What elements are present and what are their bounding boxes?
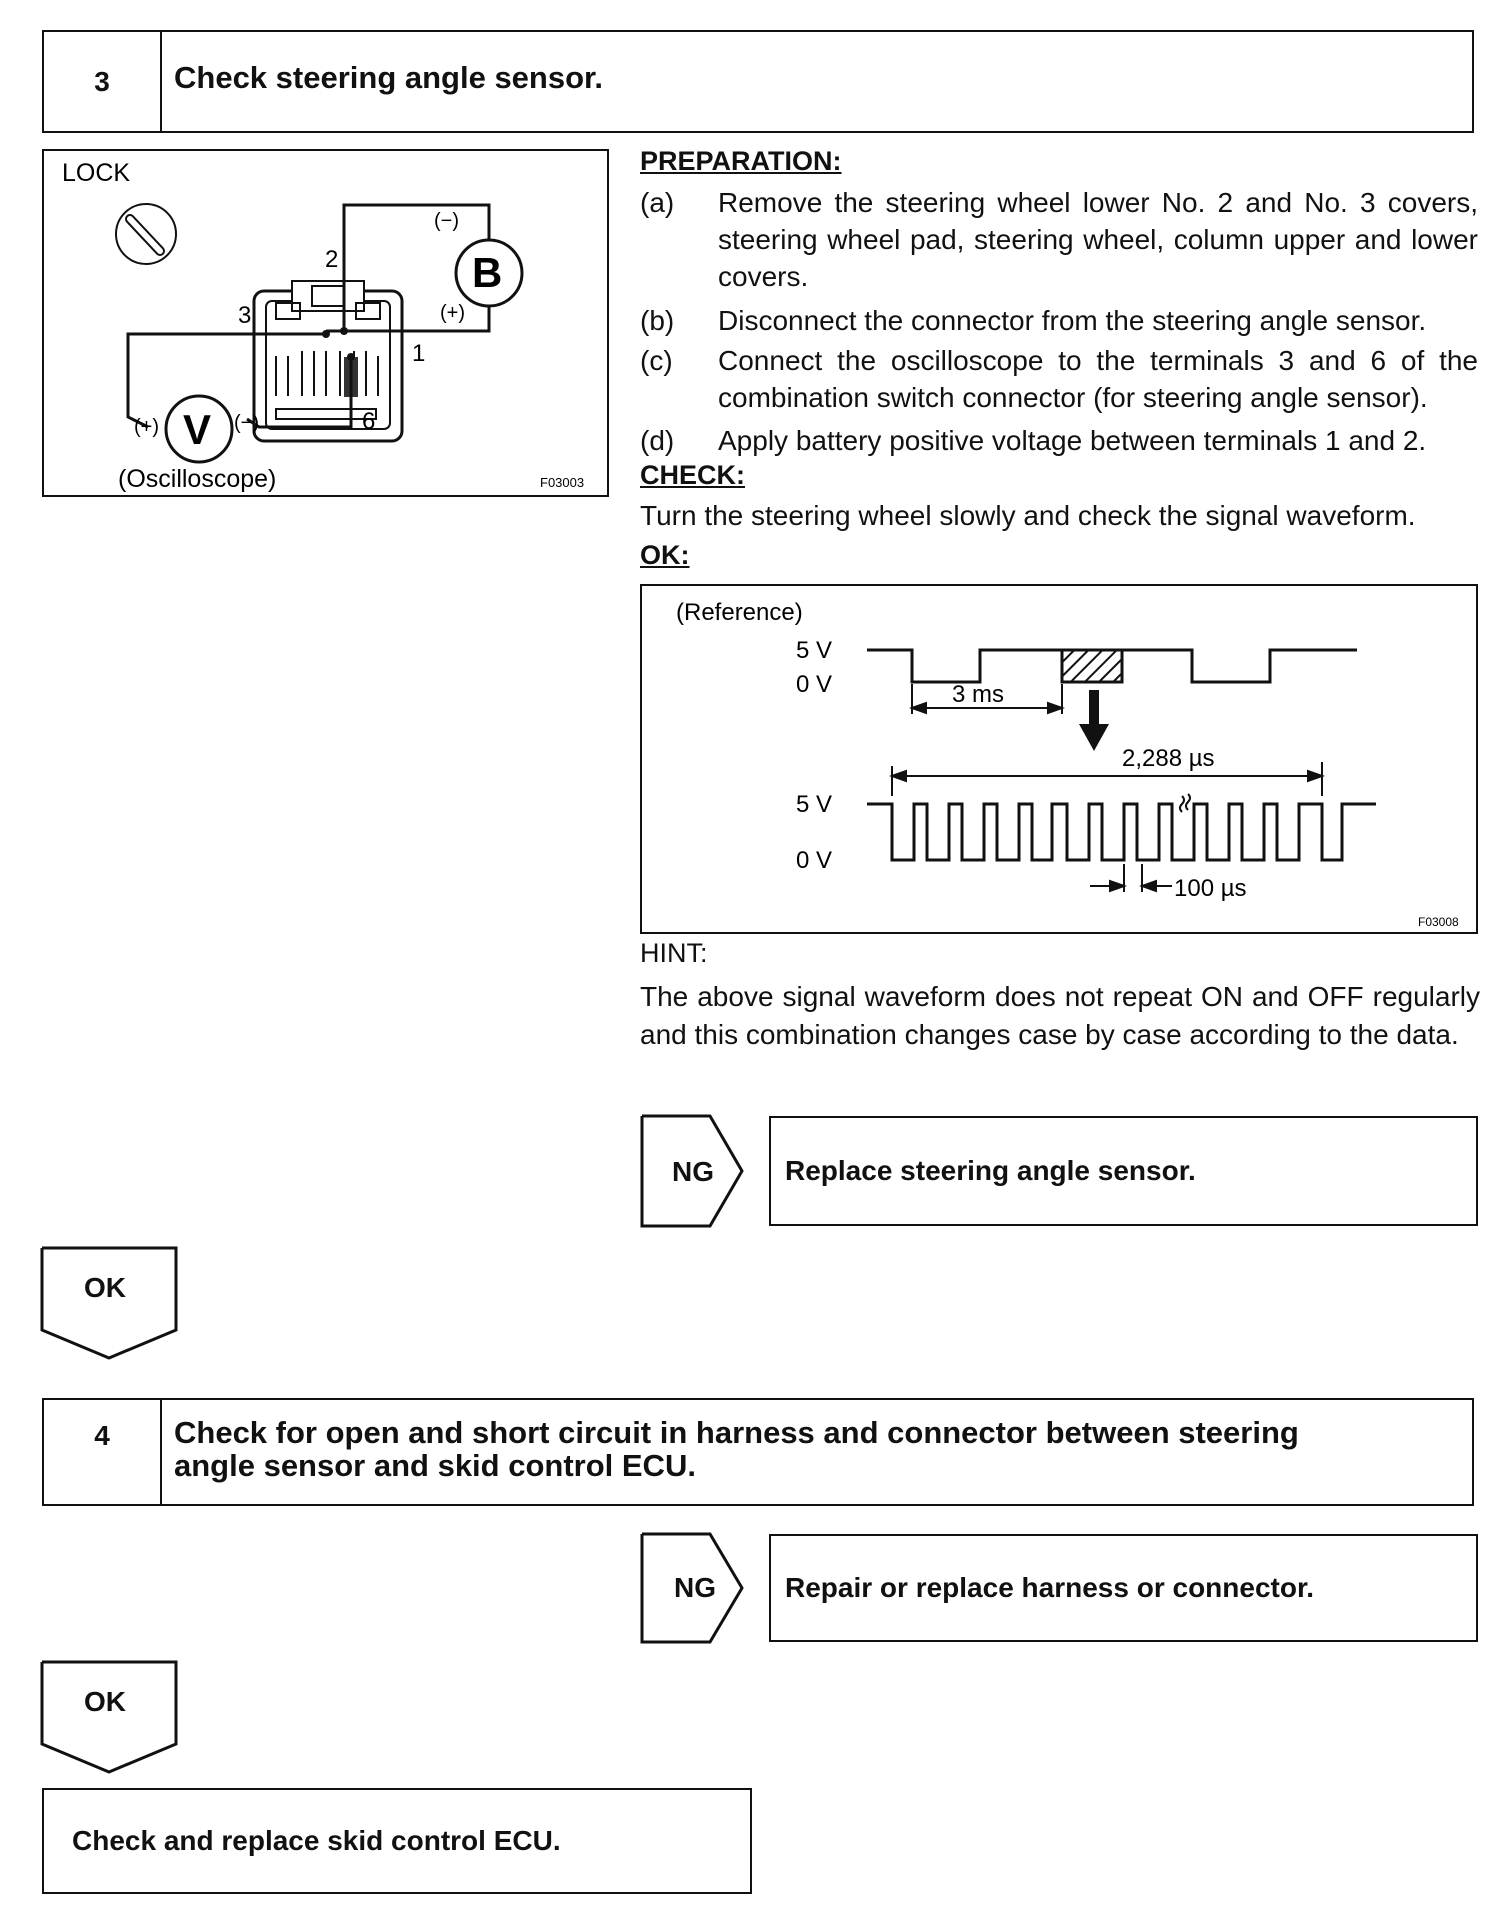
figure-caption: (Oscilloscope) (118, 465, 277, 493)
final-action-box (42, 1788, 752, 1894)
waveform-diagram (640, 584, 1478, 934)
label-3ms: 3 ms (952, 681, 1005, 708)
label-100us: 100 µs (1174, 875, 1247, 902)
wiring-diagram-svg (44, 151, 607, 495)
step-4-number: 4 (44, 1400, 162, 1504)
lock-label: LOCK (62, 159, 131, 187)
prep-item-d (640, 422, 1478, 460)
hint-heading: HINT: (640, 938, 708, 968)
final-action: Check and replace skid control ECU. (72, 1825, 561, 1856)
terminal-2-label: 2 (325, 246, 339, 273)
v-minus-label: (−) (234, 412, 259, 434)
ok-2-tag: OK (84, 1686, 126, 1717)
ng-1-result: Replace steering angle sensor. (785, 1155, 1196, 1186)
prep-item-a-label: (a) (640, 187, 675, 218)
terminal-3-label: 3 (238, 302, 252, 329)
label-5v-bottom: 5 V (796, 791, 833, 818)
label-0v-top: 0 V (796, 671, 833, 698)
ng-1-result-box (769, 1116, 1478, 1226)
step-3-title: Check steering angle sensor. (174, 60, 604, 95)
step-4-title-line-1: Check for open and short circuit in harness and connector between steering (174, 1415, 1299, 1450)
prep-item-b (640, 302, 1478, 340)
check-heading: CHECK: (640, 460, 745, 490)
prep-item-c (640, 342, 1478, 418)
prep-item-c-label: (c) (640, 345, 673, 376)
prep-item-d-text: Apply battery positive voltage between terminals 1 and 2. (718, 425, 1427, 456)
signal-waveform (867, 804, 1376, 860)
step-3-header (42, 30, 1474, 133)
wiring-diagram (42, 149, 609, 497)
b-plus-label: (+) (440, 302, 465, 324)
waveform-svg (642, 586, 1476, 932)
prep-item-a-text: Remove the steering wheel lower No. 2 and No. 3 covers, steering wheel pad, steering wheel, column upper and lower covers. (718, 187, 1478, 292)
ok-1-tag: OK (84, 1272, 126, 1303)
ng-1-tag: NG (672, 1156, 714, 1187)
prep-item-b-label: (b) (640, 305, 675, 336)
step-3-number: 3 (44, 32, 162, 131)
prep-item-a (640, 184, 1478, 296)
hatched-pulse (1062, 650, 1122, 682)
label-0v-bottom: 0 V (796, 847, 833, 874)
terminal-1-label: 1 (412, 340, 426, 367)
hint-text: The above signal waveform does not repeat ON and OFF regularly and this combination changes case by case according to the data. (640, 981, 1480, 1050)
preparation-heading: PREPARATION: (640, 146, 842, 176)
ng-2-tag: NG (674, 1572, 716, 1603)
label-2288us: 2,288 µs (1122, 745, 1215, 772)
ok-heading: OK: (640, 540, 690, 570)
label-5v-top: 5 V (796, 637, 833, 664)
down-arrow-icon (1079, 690, 1109, 751)
dimension-100us (1090, 864, 1172, 892)
meter-v-letter: V (183, 406, 212, 453)
prep-item-b-text: Disconnect the connector from the steering angle sensor. (718, 305, 1427, 336)
wires (128, 205, 489, 427)
v-plus-label: (+) (134, 416, 159, 438)
b-minus-label: (−) (434, 210, 459, 232)
step-4-header (42, 1398, 1474, 1506)
key-slot-icon (116, 204, 176, 264)
dimension-2288us (892, 762, 1322, 796)
waveform-code: F03008 (1418, 915, 1459, 929)
figure-code: F03003 (540, 475, 585, 490)
meter-b-letter: B (472, 249, 503, 296)
break-mark (1180, 794, 1190, 812)
step-4-title (162, 1400, 1299, 1504)
ng-2-result-box (769, 1534, 1478, 1642)
prep-item-c-text: Connect the oscilloscope to the terminals 3 and 6 of the combination switch connector (for steering angle sensor). (718, 345, 1478, 413)
terminal-6-label: 6 (362, 408, 376, 435)
ng-2-result: Repair or replace harness or connector. (785, 1572, 1315, 1603)
connector-body (254, 281, 402, 441)
reference-label: (Reference) (676, 599, 803, 626)
prep-item-d-label: (d) (640, 425, 675, 456)
check-text: Turn the steering wheel slowly and check the signal waveform. (640, 500, 1416, 531)
step-4-title-line-2: angle sensor and skid control ECU. (174, 1448, 696, 1483)
